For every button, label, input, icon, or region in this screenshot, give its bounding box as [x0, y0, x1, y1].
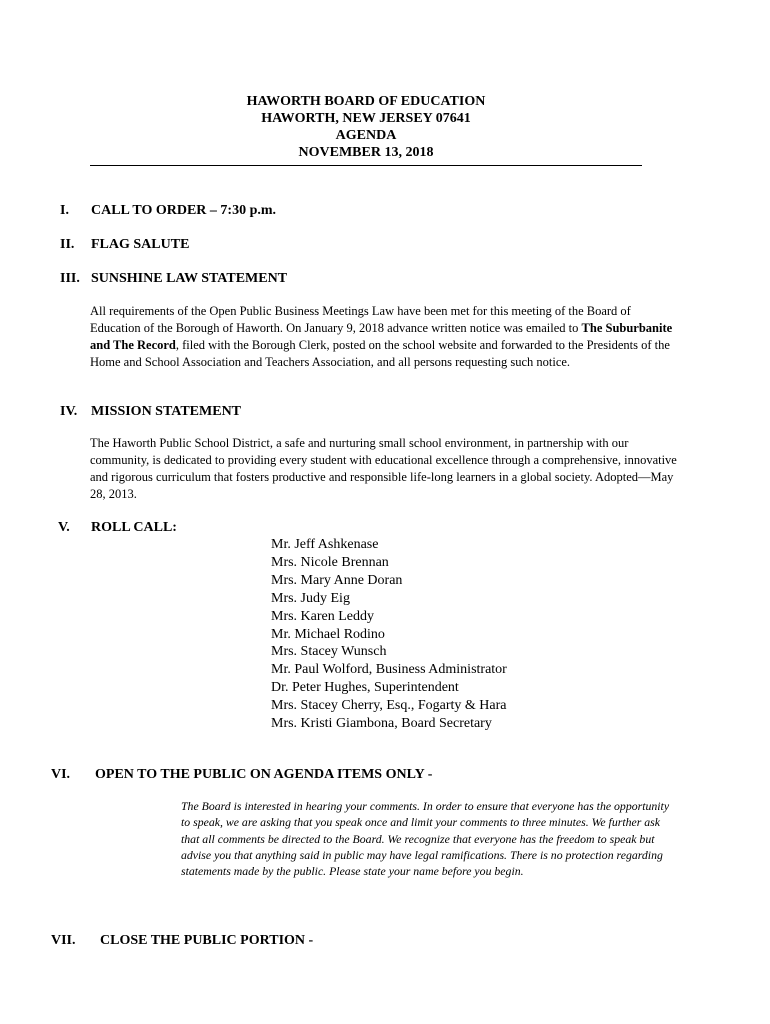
document-type: AGENDA	[335, 128, 397, 143]
section-number: III.	[60, 271, 80, 286]
statement-text: All requirements of the Open Public Business Meetings Law have been met for this meeting of the Board of Education of the Borough of Haworth. On January 9, 2018 advance written notice was emailed to	[90, 304, 631, 335]
mission-statement-text: The Haworth Public School District, a safe and nurturing small school environment, in partnership with our community, is dedicated to providing every student with educational excellence through a comprehensive, innovative and rigorous curriculum that fosters productive and responsible life-long learners in a global society. Adopted—May 28, 2013.	[90, 436, 677, 501]
list-item: Mrs. Judy Eig	[271, 590, 350, 606]
list-item: Mrs. Stacey Cherry, Esq., Fogarty & Hara	[271, 698, 507, 714]
meeting-date: NOVEMBER 13, 2018	[298, 145, 434, 160]
list-item: Mrs. Karen Leddy	[271, 608, 375, 624]
list-item: Mrs. Mary Anne Doran	[271, 572, 403, 588]
section-number: VI.	[51, 767, 71, 782]
newspaper-names: The Suburbanite and The Record	[90, 321, 673, 352]
section-title: OPEN TO THE PUBLIC ON AGENDA ITEMS ONLY -	[95, 767, 433, 782]
section-number: V.	[58, 520, 70, 535]
list-item: Dr. Peter Hughes, Superintendent	[271, 680, 459, 696]
document-header	[90, 93, 642, 161]
list-item: Mr. Paul Wolford, Business Administrator	[271, 662, 507, 678]
board-location: HAWORTH, NEW JERSEY 07641	[261, 111, 471, 126]
section-title: SUNSHINE LAW STATEMENT	[91, 271, 288, 286]
list-item: Mr. Jeff Ashkenase	[271, 537, 379, 552]
public-comment-notice: The Board is interested in hearing your comments. In order to ensure that everyone has the opportunity to speak, we are asking that you speak once and limit your comments to three minutes. We further ask that all comments be directed to the Board. We recognize that everyone has the freedom to speak but advise you that anything said in public may have legal ramifications. There is no protection regarding statements made by the public. Please state your name before you begin.	[181, 799, 670, 879]
section-title: FLAG SALUTE	[91, 237, 190, 252]
section-title: ROLL CALL:	[91, 520, 177, 535]
section-number: II.	[60, 237, 75, 252]
section-number: IV.	[60, 404, 78, 419]
list-item: Mrs. Stacey Wunsch	[271, 644, 387, 660]
board-name: HAWORTH BOARD OF EDUCATION	[246, 94, 486, 109]
section-title: CALL TO ORDER – 7:30 p.m.	[91, 203, 277, 218]
header-divider	[90, 165, 642, 166]
section-number: VII.	[51, 933, 76, 948]
list-item: Mrs. Kristi Giambona, Board Secretary	[271, 716, 492, 732]
list-item: Mr. Michael Rodino	[271, 626, 385, 642]
section-title: CLOSE THE PUBLIC PORTION -	[100, 933, 314, 948]
section-title: MISSION STATEMENT	[91, 404, 242, 419]
sunshine-law-statement	[90, 303, 680, 371]
list-item: Mrs. Nicole Brennan	[271, 554, 389, 570]
roll-call-list	[271, 536, 507, 733]
statement-text-continued: , filed with the Borough Clerk, posted on the school website and forwarded to the Presidents of the Home and School Association and Teachers Association, and all persons requesting such notice.	[90, 338, 670, 369]
section-number: I.	[60, 203, 69, 218]
